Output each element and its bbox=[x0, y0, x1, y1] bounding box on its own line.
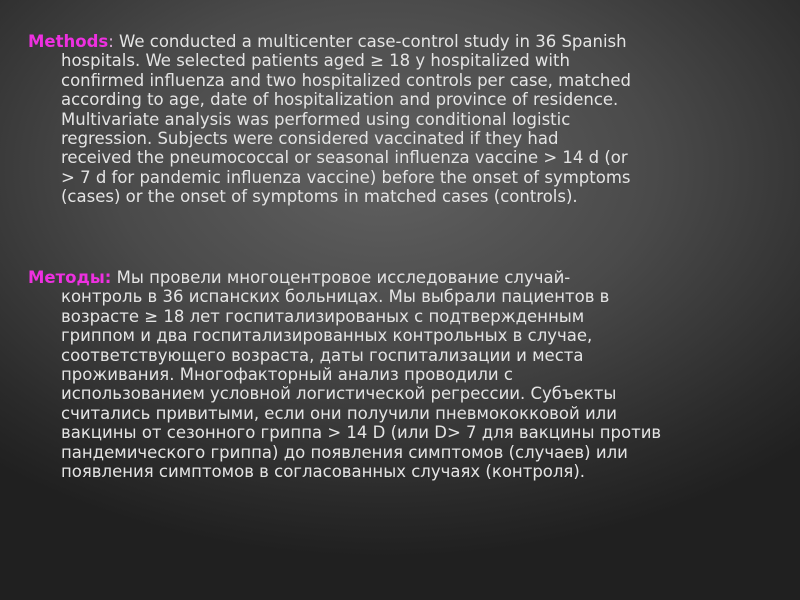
methods-label: Methods bbox=[28, 32, 109, 51]
methods-english-paragraph bbox=[28, 32, 780, 207]
paragraph-line: confirmed influenza and two hospitalized controls per case, matched bbox=[61, 70, 631, 90]
paragraph-line: возрасте ≥ 18 лет госпитализированых с подтвержденным bbox=[61, 306, 585, 326]
paragraph-line: пандемического гриппа) до появления симптомов (случаев) или bbox=[61, 442, 628, 462]
paragraph-line: Методы: Мы провели многоцентровое исследование случай- bbox=[28, 268, 571, 287]
paragraph-line: появления симптомов в согласованных случаях (контроля). bbox=[61, 462, 586, 482]
paragraph-line: Multivariate analysis was performed using conditional logistic bbox=[61, 109, 571, 129]
paragraph-line: гриппом и два госпитализированных контрольных в случае, bbox=[61, 326, 593, 346]
paragraph-line: > 7 d for pandemic influenza vaccine) before the onset of symptoms bbox=[61, 167, 631, 187]
paragraph-line: вакцины от сезонного гриппа > 14 D (или D> 7 для вакцины против bbox=[61, 423, 662, 443]
paragraph-line: according to age, date of hospitalization and province of residence. bbox=[61, 90, 619, 110]
paragraph-line: (cases) or the onset of symptoms in matched cases (controls). bbox=[61, 187, 578, 207]
paragraph-line: проживания. Многофакторный анализ проводили с bbox=[61, 365, 513, 385]
paragraph-line: контроль в 36 испанских больницах. Мы выбрали пациентов в bbox=[61, 287, 610, 307]
methods-russian-paragraph bbox=[28, 268, 780, 481]
paragraph-line: regression. Subjects were considered vaccinated if they had bbox=[61, 129, 559, 149]
paragraph-line: использованием условной логистической регрессии. Субъекты bbox=[61, 384, 617, 404]
methods-ru-label: Методы: bbox=[28, 268, 112, 287]
paragraph-line: received the pneumococcal or seasonal influenza vaccine > 14 d (or bbox=[61, 148, 628, 168]
paragraph-line: считались привитыми, если они получили пневмококковой или bbox=[61, 403, 617, 423]
paragraph-line: Methods: We conducted a multicenter case-control study in 36 Spanish bbox=[28, 32, 627, 51]
methods-label-colon: : bbox=[108, 32, 114, 51]
paragraph-line: hospitals. We selected patients aged ≥ 18 y hospitalized with bbox=[61, 51, 570, 71]
paragraph-line: соответствующего возраста, даты госпитализации и места bbox=[61, 345, 584, 365]
